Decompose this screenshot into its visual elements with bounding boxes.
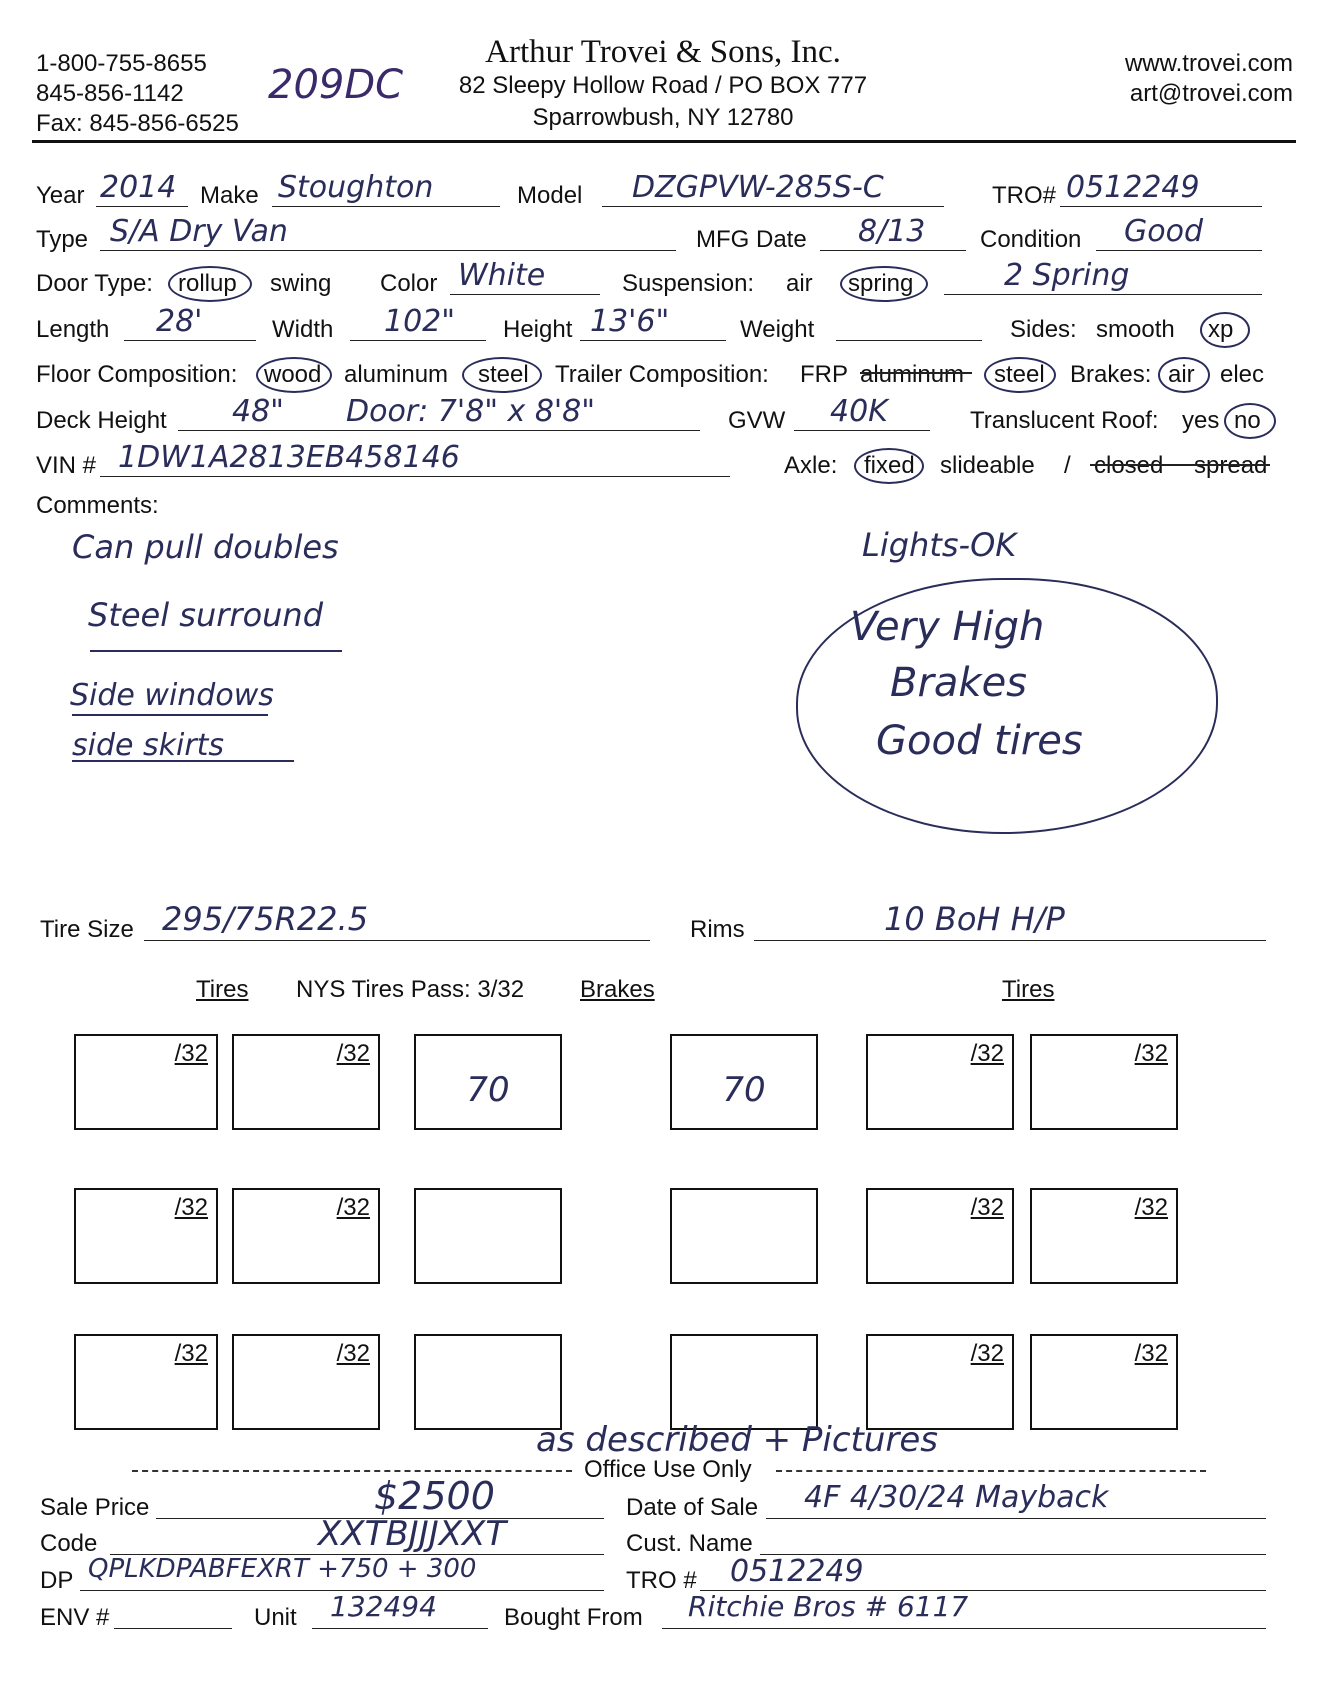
company-name: Arthur Trovei & Sons, Inc. (485, 34, 841, 70)
tire-size-label: Tire Size (40, 916, 134, 943)
door-rollup-circle (168, 266, 252, 302)
axle-label: Axle: (784, 452, 838, 479)
length-line (124, 340, 256, 341)
axle-option-closed[interactable]: closed (1094, 452, 1164, 479)
gvw-value[interactable]: 40K (830, 394, 888, 429)
tire-fraction: /32 (336, 1340, 370, 1367)
brakes-air-circle (1158, 357, 1210, 393)
comments-label: Comments: (36, 492, 159, 519)
color-line (450, 294, 600, 295)
roof-option-no[interactable]: no (1234, 407, 1261, 434)
axle-option-spread[interactable]: spread (1194, 452, 1268, 479)
tire-box-r1-1[interactable] (74, 1034, 218, 1130)
width-value[interactable]: 102" (384, 304, 456, 339)
condition-label: Condition (980, 226, 1082, 253)
suspension-note-line (944, 294, 1262, 295)
unit-line (312, 1628, 488, 1629)
trailer-option-frp[interactable]: FRP (800, 361, 848, 388)
tire-box-r2-4[interactable] (1030, 1188, 1178, 1284)
comment-good-tires: Good tires (876, 718, 1083, 764)
axle-separator: / (1064, 452, 1071, 479)
make-line (272, 206, 500, 207)
company-address-line2: Sparrowbush, NY 12780 (532, 104, 794, 131)
make-value[interactable]: Stoughton (278, 170, 434, 205)
length-value[interactable]: 28' (156, 304, 203, 339)
brake-box-r2-right[interactable] (670, 1188, 818, 1284)
brake-box-r3-right[interactable] (670, 1334, 818, 1430)
floor-steel-circle (462, 357, 542, 393)
gvw-label: GVW (728, 407, 786, 434)
comment-lights: Lights-OK (862, 526, 1017, 564)
tire-fraction: /32 (970, 1040, 1004, 1067)
door-size-note[interactable]: Door: 7'8" x 8'8" (346, 394, 596, 429)
suspension-option-air[interactable]: air (786, 270, 813, 297)
door-option-swing[interactable]: swing (270, 270, 332, 297)
type-line (100, 250, 676, 251)
company-address-line1: 82 Sleepy Hollow Road / PO BOX 777 (458, 72, 868, 99)
fax-number: Fax: 845-856-6525 (36, 110, 239, 137)
date-of-sale-label: Date of Sale (626, 1494, 759, 1521)
comment-line-3: Side windows (70, 678, 274, 713)
rims-line (754, 940, 1266, 941)
bought-from-label: Bought From (504, 1604, 643, 1631)
rims-value[interactable]: 10 BoH H/P (884, 900, 1065, 938)
comment-brakes: Brakes (890, 660, 1028, 706)
year-line (96, 206, 188, 207)
suspension-label: Suspension: (622, 270, 755, 297)
tire-fraction: /32 (174, 1340, 208, 1367)
sides-option-smooth[interactable]: smooth (1096, 316, 1175, 343)
tire-fraction: /32 (174, 1194, 208, 1221)
rims-label: Rims (690, 916, 745, 943)
floor-option-steel[interactable]: steel (478, 361, 529, 388)
trailer-composition-label: Trailer Composition: (555, 361, 769, 388)
sale-price-value[interactable]: $2500 (374, 1474, 495, 1518)
height-line (580, 340, 726, 341)
tire-box-r1-2[interactable] (232, 1034, 380, 1130)
tro-line (1060, 206, 1262, 207)
tires-header-left: Tires (196, 976, 249, 1003)
deck-height-label: Deck Height (36, 407, 167, 434)
header-divider (32, 140, 1296, 143)
translucent-roof-label: Translucent Roof: (970, 407, 1159, 434)
trailer-option-steel[interactable]: steel (994, 361, 1045, 388)
color-label: Color (380, 270, 438, 297)
tire-fraction: /32 (174, 1040, 208, 1067)
brake-box-r2-left[interactable] (414, 1188, 562, 1284)
suspension-spring-circle (840, 266, 928, 302)
year-value[interactable]: 2014 (100, 170, 177, 205)
deck-height-line (178, 430, 700, 431)
bought-from-value[interactable]: Ritchie Bros # 6117 (688, 1590, 969, 1623)
height-label: Height (503, 316, 573, 343)
condition-value[interactable]: Good (1124, 214, 1203, 249)
type-value[interactable]: S/A Dry Van (110, 214, 288, 249)
tire-size-value[interactable]: 295/75R22.5 (162, 900, 369, 938)
sides-option-xp[interactable]: xp (1208, 316, 1234, 343)
roof-option-yes[interactable]: yes (1182, 407, 1220, 434)
mfg-date-label: MFG Date (696, 226, 807, 253)
tire-size-line (144, 940, 650, 941)
tires-header-right: Tires (1002, 976, 1055, 1003)
office-handwritten-note: as described + Pictures (536, 1420, 939, 1460)
unit-value[interactable]: 132494 (330, 1590, 437, 1623)
model-value[interactable]: DZGPVW-285S-C (632, 170, 884, 205)
tire-box-r2-2[interactable] (232, 1188, 380, 1284)
model-line (602, 206, 944, 207)
suspension-note[interactable]: 2 Spring (1004, 258, 1130, 293)
trailer-steel-circle (984, 357, 1056, 393)
brake-box-r3-left[interactable] (414, 1334, 562, 1430)
brakes-label: Brakes: (1070, 361, 1152, 388)
tire-fraction: /32 (970, 1194, 1004, 1221)
vin-value[interactable]: 1DW1A2813EB458146 (118, 440, 460, 475)
model-label: Model (517, 182, 583, 209)
weight-line (836, 340, 982, 341)
code-label: Code (40, 1530, 98, 1557)
nys-tires-pass: NYS Tires Pass: 3/32 (296, 976, 525, 1003)
floor-composition-label: Floor Composition: (36, 361, 238, 388)
brakes-header: Brakes (580, 976, 655, 1003)
comment-underline-3 (72, 714, 268, 716)
tire-fraction: /32 (1134, 1194, 1168, 1221)
stock-note: 209DC (268, 62, 404, 108)
tire-box-r1-3[interactable] (866, 1034, 1014, 1130)
axle-option-slideable[interactable]: slideable (940, 452, 1035, 479)
office-tro-label: TRO # (626, 1567, 697, 1594)
comment-line-4: side skirts (72, 728, 225, 763)
brake-left-value: 70 (466, 1070, 510, 1110)
office-divider-left (132, 1470, 572, 1472)
comment-line-1: Can pull doubles (72, 528, 339, 566)
comment-underline-4 (72, 760, 294, 762)
floor-option-aluminum[interactable]: aluminum (344, 361, 449, 388)
type-label: Type (36, 226, 89, 253)
axle-option-fixed[interactable]: fixed (864, 452, 915, 479)
brakes-option-air[interactable]: air (1168, 361, 1195, 388)
tire-fraction: /32 (970, 1340, 1004, 1367)
floor-wood-circle (256, 357, 332, 393)
tire-box-r3-2[interactable] (232, 1334, 380, 1430)
tire-box-r2-1[interactable] (74, 1188, 218, 1284)
tire-box-r1-4[interactable] (1030, 1034, 1178, 1130)
mfg-date-line (820, 250, 966, 251)
phone-local: 845-856-1142 (36, 80, 184, 107)
trailer-aluminum-strikeout (860, 372, 972, 374)
code-value[interactable]: XXTBJJJXXT (318, 1514, 507, 1554)
office-divider-right (776, 1470, 1206, 1472)
comment-underline-2 (90, 650, 342, 652)
tire-box-r2-3[interactable] (866, 1188, 1014, 1284)
company-website: www.trovei.com (1124, 50, 1293, 77)
env-label: ENV # (40, 1604, 110, 1631)
tire-fraction: /32 (336, 1040, 370, 1067)
tire-box-r3-3[interactable] (866, 1334, 1014, 1430)
height-value[interactable]: 13'6" (590, 304, 670, 339)
tire-fraction: /32 (1134, 1040, 1168, 1067)
sale-price-label: Sale Price (40, 1494, 150, 1521)
trailer-option-aluminum[interactable]: aluminum (860, 361, 965, 388)
door-option-rollup[interactable]: rollup (178, 270, 237, 297)
vin-label: VIN # (36, 452, 97, 479)
comment-line-2: Steel surround (88, 596, 324, 634)
comment-very-high: Very High (850, 604, 1045, 650)
deck-height-value[interactable]: 48" (232, 394, 284, 429)
vin-line (100, 476, 730, 477)
brake-right-value: 70 (722, 1070, 766, 1110)
tire-fraction: /32 (1134, 1340, 1168, 1367)
year-label: Year (36, 182, 85, 209)
phone-tollfree: 1-800-755-8655 (36, 50, 207, 77)
suspension-option-spring[interactable]: spring (848, 270, 914, 297)
mfg-date-value[interactable]: 8/13 (858, 214, 926, 249)
weight-label: Weight (740, 316, 815, 343)
env-line (114, 1628, 232, 1629)
tro-value[interactable]: 0512249 (1066, 170, 1200, 205)
tire-box-r3-1[interactable] (74, 1334, 218, 1430)
floor-option-wood[interactable]: wood (264, 361, 322, 388)
dp-value[interactable]: QPLKDPABFEXRT +750 + 300 (88, 1554, 477, 1584)
unit-label: Unit (254, 1604, 297, 1631)
axle-fixed-circle (854, 448, 924, 484)
company-email: art@trovei.com (1129, 80, 1293, 107)
bought-from-line (662, 1628, 1266, 1629)
brake-box-r1-right[interactable] (670, 1034, 818, 1130)
door-type-label: Door Type: (36, 270, 153, 297)
color-value[interactable]: White (458, 258, 546, 293)
office-tro-value[interactable]: 0512249 (730, 1554, 864, 1589)
date-of-sale-line (766, 1518, 1266, 1519)
office-use-only-title: Office Use Only (584, 1456, 752, 1483)
condition-line (1096, 250, 1262, 251)
tire-fraction: /32 (336, 1194, 370, 1221)
date-of-sale-value[interactable]: 4F 4/30/24 Mayback (804, 1480, 1109, 1515)
gvw-line (794, 430, 930, 431)
brakes-option-elec[interactable]: elec (1220, 361, 1265, 388)
sides-xp-circle (1200, 312, 1250, 348)
tire-box-r3-4[interactable] (1030, 1334, 1178, 1430)
width-line (350, 340, 486, 341)
sides-label: Sides: (1010, 316, 1077, 343)
length-label: Length (36, 316, 110, 343)
brake-box-r1-left[interactable] (414, 1034, 562, 1130)
width-label: Width (272, 316, 334, 343)
axle-strikeout (1090, 464, 1270, 466)
tro-label: TRO# (992, 182, 1057, 209)
dp-label: DP (40, 1567, 74, 1594)
make-label: Make (200, 182, 259, 209)
roof-no-circle (1224, 403, 1276, 439)
cust-name-label: Cust. Name (626, 1530, 753, 1557)
